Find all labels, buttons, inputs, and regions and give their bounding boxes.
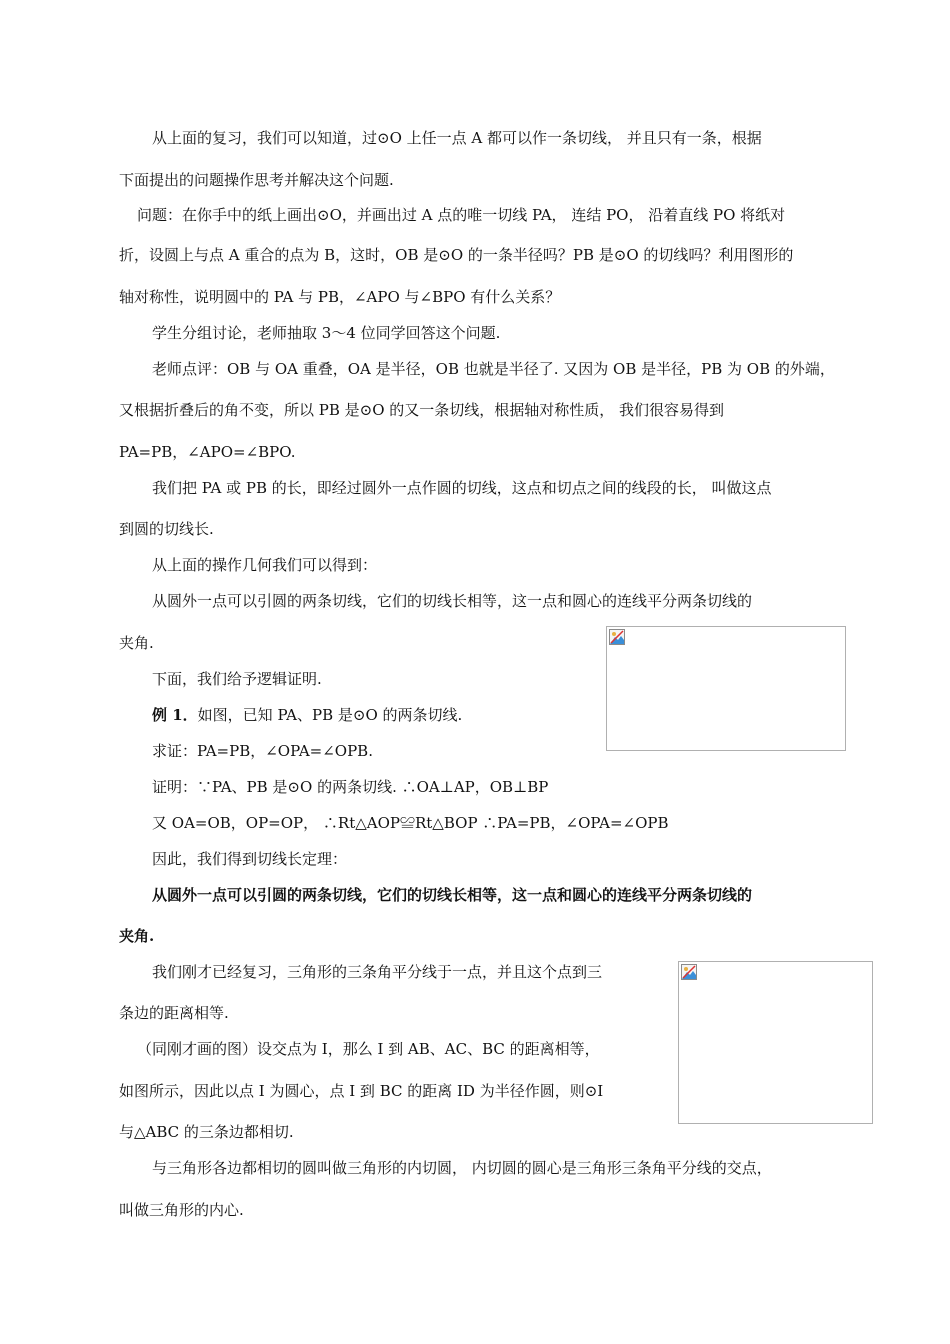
paragraph-line: 如图所示，因此以点 I 为圆心，点 I 到 BC 的距离 ID 为半径作圆，则⊙I	[119, 1082, 604, 1100]
paragraph-line: 又 OA=OB，OP=OP， ∴Rt△AOP≌Rt△BOP ∴PA=PB，∠OPA=∠OPB	[152, 814, 669, 832]
paragraph-line: 到圆的切线长.	[119, 520, 214, 538]
paragraph-line: PA=PB，∠APO=∠BPO.	[119, 443, 296, 461]
figure-placeholder-2	[678, 961, 873, 1124]
paragraph-line: 下面提出的问题操作思考并解决这个问题.	[119, 171, 394, 189]
paragraph-line: 轴对称性，说明圆中的 PA 与 PB，∠APO 与∠BPO 有什么关系？	[119, 288, 561, 306]
paragraph-line: 老师点评：OB 与 OA 重叠，OA 是半径，OB 也就是半径了. 又因为 OB 是半径，PB 为 OB 的外端，	[152, 360, 835, 378]
example-label: 例 1．	[152, 706, 198, 724]
paragraph-line: 证明：∵PA、PB 是⊙O 的两条切线. ∴OA⊥AP，OB⊥BP	[152, 778, 549, 796]
paragraph-line: 与△ABC 的三条边都相切.	[119, 1123, 294, 1141]
paragraph-line: 又根据折叠后的角不变，所以 PB 是⊙O 的又一条切线，根据轴对称性质， 我们很容易得到	[119, 401, 725, 419]
theorem-line: 夹角.	[119, 927, 155, 945]
paragraph-line: 问题：在你手中的纸上画出⊙O，并画出过 A 点的唯一切线 PA， 连结 PO， 沿着直线 PO 将纸对	[137, 206, 786, 224]
paragraph-line: 学生分组讨论，老师抽取 3～4 位同学回答这个问题.	[152, 324, 501, 342]
paragraph-line: 从圆外一点可以引圆的两条切线，它们的切线长相等，这一点和圆心的连线平分两条切线的	[152, 592, 753, 610]
paragraph-line: 因此，我们得到切线长定理：	[152, 850, 348, 868]
paragraph-line: 叫做三角形的内心.	[119, 1201, 244, 1219]
figure-placeholder-1	[606, 626, 846, 751]
paragraph-line: 夹角.	[119, 634, 154, 652]
paragraph-line: 从上面的复习，我们可以知道，过⊙O 上任一点 A 都可以作一条切线， 并且只有一条，根据	[152, 129, 762, 147]
paragraph-line: 条边的距离相等.	[119, 1004, 229, 1022]
paragraph-line: 我们刚才已经复习，三角形的三条角平分线于一点，并且这个点到三	[152, 963, 603, 981]
example-text: 如图，已知 PA、PB 是⊙O 的两条切线.	[197, 706, 463, 724]
paragraph-line: 与三角形各边都相切的圆叫做三角形的内切圆， 内切圆的圆心是三角形三条角平分线的交点，	[152, 1159, 772, 1177]
paragraph-line: 从上面的操作几何我们可以得到：	[152, 556, 378, 574]
paragraph-line: 我们把 PA 或 PB 的长，即经过圆外一点作圆的切线，这点和切点之间的线段的长， 叫做这点	[152, 479, 772, 497]
paragraph-line: 求证：PA=PB，∠OPA=∠OPB.	[152, 742, 373, 760]
example-1-line	[152, 705, 462, 725]
paragraph-line: 折，设圆上与点 A 重合的点为 B，这时，OB 是⊙O 的一条半径吗？PB 是⊙O 的切线吗？利用图形的	[119, 246, 794, 264]
paragraph-line: 下面，我们给予逻辑证明.	[152, 670, 322, 688]
paragraph-line: （同刚才画的图）设交点为 I，那么 I 到 AB、AC、BC 的距离相等，	[137, 1040, 600, 1058]
broken-image-icon	[609, 629, 625, 645]
theorem-line: 从圆外一点可以引圆的两条切线，它们的切线长相等，这一点和圆心的连线平分两条切线的	[152, 886, 753, 904]
broken-image-icon	[681, 964, 697, 980]
